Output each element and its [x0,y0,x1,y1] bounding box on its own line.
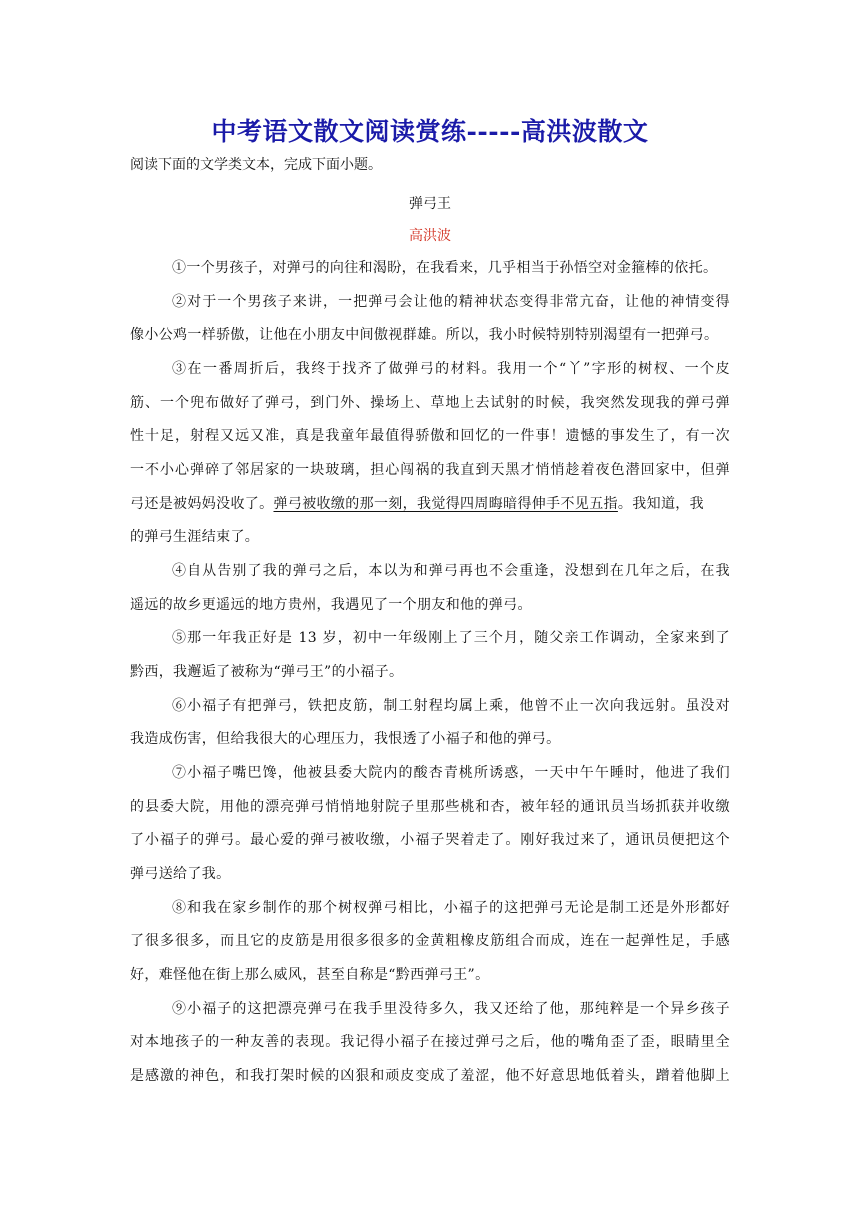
paragraph-9-line-3: 是感激的神色，和我打架时候的凶狠和顽皮变成了羞涩，他不好意思地低着头，蹭着他脚上 [130,1068,730,1084]
article-title: 弹弓王 [409,196,451,212]
underlined-sentence: 弹弓被收缴的那一刻，我觉得四周晦暗得伸手不见五指 [273,496,618,512]
paragraph-7-line-2: 的县委大院，用他的漂亮弹弓悄悄地射院子里那些桃和杏，被年轻的通讯员当场抓获并收缴 [130,799,730,815]
paragraph-3-text-a: 弓还是被妈妈没收了。 [130,496,274,512]
paragraph-4-line-2: 遥远的故乡更遥远的地方贵州，我遇见了一个朋友和他的弹弓。 [130,597,532,613]
paragraph-9-line-2: 对本地孩子的一种友善的表现。我记得小福子在接过弹弓之后，他的嘴角歪了歪，眼睛里全 [130,1034,730,1050]
paragraph-4-line-1: ④自从告别了我的弹弓之后，本以为和弹弓再也不会重逢，没想到在几年之后，在我 [172,563,730,579]
paragraph-3-line-1: ③在一番周折后，我终于找齐了做弹弓的材料。我用一个“丫”字形的树杈、一个皮 [172,361,730,377]
paragraph-2-line-2: 像小公鸡一样骄傲，让他在小朋友中间傲视群雄。所以，我小时候特别特别渴望有一把弹弓。 [130,327,719,343]
paragraph-3-text-c: 。我知道，我 [617,496,705,512]
paragraph-1-line-1: ①一个男孩子，对弹弓的向往和渴盼，在我看来，几乎相当于孙悟空对金箍棒的依托。 [172,260,718,276]
paragraph-3-line-4: 一不小心弹碎了邻居家的一块玻璃，担心闯祸的我直到天黑才悄悄趁着夜色潜回家中，但弹 [130,462,730,478]
paragraph-7-line-1: ⑦小福子嘴巴馋，他被县委大院内的酸杏青桃所诱惑，一天中午午睡时，他进了我们 [172,765,730,781]
paragraph-3-line-2: 筋、一个兜布做好了弹弓，到门外、操场上、草地上去试射的时候，我突然发现我的弹弓弹 [130,395,730,411]
paragraph-6-line-1: ⑥小福子有把弹弓，铁把皮筋，制工射程均属上乘，他曾不止一次向我远射。虽没对 [172,698,730,714]
paragraph-8-line-2: 了很多很多，而且它的皮筋是用很多很多的金黄粗橡皮筋组合而成，连在一起弹性足，手感 [130,933,730,949]
paragraph-3-line-3: 性十足，射程又远又准，真是我童年最值得骄傲和回忆的一件事！遗憾的事发生了，有一次 [130,428,730,444]
paragraph-8-line-1: ⑧和我在家乡制作的那个树杈弹弓相比，小福子的这把弹弓无论是制工还是外形都好 [172,900,730,916]
paragraph-3-line-6: 的弹弓生涯结束了。 [130,529,260,545]
paragraph-2-line-1: ②对于一个男孩子来讲，一把弹弓会让他的精神状态变得非常亢奋，让他的神情变得 [172,294,730,310]
paragraph-3-line-5 [130,494,730,514]
paragraph-8-line-3: 好，难怪他在街上那么威风，甚至自称是“黔西弹弓王”。 [130,967,490,983]
paragraph-7-line-4: 弹弓送给了我。 [130,866,231,882]
paragraph-5-line-2: 黔西，我邂逅了被称为“弹弓王”的小福子。 [130,664,404,680]
article-author: 高洪波 [409,228,451,244]
document-title: 中考语文散文阅读赏练-----高洪波散文 [211,117,649,146]
instruction-text: 阅读下面的文学类文本，完成下面小题。 [130,157,382,173]
paragraph-7-line-3: 了小福子的弹弓。最心爱的弹弓被收缴，小福子哭着走了。刚好我过来了，通讯员便把这个 [130,832,730,848]
paragraph-5-line-1: ⑤那一年我正好是 13 岁，初中一年级刚上了三个月，随父亲工作调动，全家来到了 [172,630,730,646]
paragraph-6-line-2: 我造成伤害，但给我很大的心理压力，我恨透了小福子和他的弹弓。 [130,731,561,747]
paragraph-9-line-1: ⑨小福子的这把漂亮弹弓在我手里没待多久，我又还给了他，那纯粹是一个异乡孩子 [172,1001,730,1017]
